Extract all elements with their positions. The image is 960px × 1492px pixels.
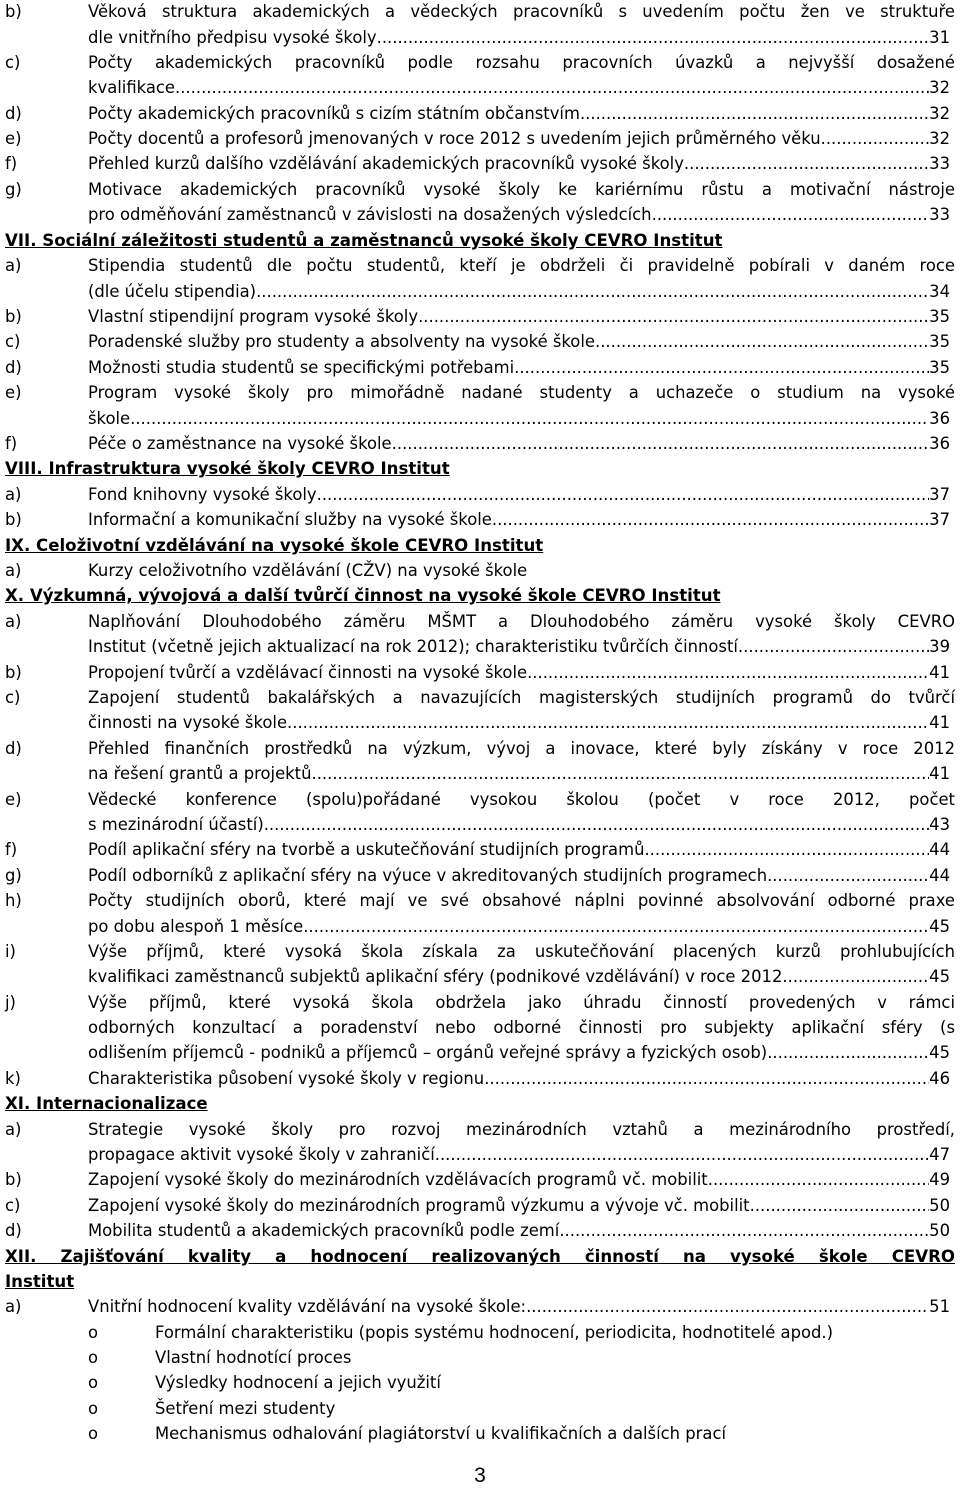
- toc-entry-line[interactable]: [88, 432, 950, 456]
- toc-entry-text: Výše příjmů, které vysoká škola obdržela jako úhradu činností provedených v rámci: [88, 993, 955, 1012]
- toc-page-number: 47: [929, 1145, 950, 1164]
- toc-entry-text: Naplňování Dlouhodobého záměru MŠMT a Dlouhodobého záměru vysoké školy CEVRO: [88, 612, 955, 631]
- toc-label: b): [5, 663, 22, 682]
- toc-label: h): [5, 891, 22, 910]
- toc-entry-text: Podíl odborníků z aplikační sféry na výuce v akreditovaných studijních programech: [88, 866, 768, 885]
- toc-label: f): [5, 840, 18, 859]
- toc-page-number: 35: [929, 307, 950, 326]
- toc-entry-line[interactable]: [88, 483, 950, 507]
- toc-entry-text: Přehled kurzů dalšího vzdělávání akademických pracovníků vysoké školy: [88, 154, 684, 173]
- toc-entry-line[interactable]: [88, 280, 950, 304]
- toc-entry-text: Počty akademických pracovníků podle rozsahu pracovních úvazků a nejvyšší dosažené: [88, 53, 955, 72]
- toc-page-number: 51: [929, 1297, 950, 1316]
- toc-page-number: 45: [929, 917, 950, 936]
- toc-entry-line[interactable]: [88, 1168, 950, 1192]
- toc-entry-text: Poradenské služby pro studenty a absolventy na vysoké škole: [88, 332, 595, 351]
- toc-entry-text: Přehled finančních prostředků na výzkum, vývoj a inovace, které byly získány v roce 2012: [88, 739, 955, 758]
- toc-entry-text: Vědecké konference (spolu)pořádané vysokou školou (počet v roce 2012, počet: [88, 790, 955, 809]
- toc-entry-text: po dobu alespoň 1 měsíce: [88, 917, 304, 936]
- bullet-item: Výsledky hodnocení a jejich využití: [155, 1373, 441, 1392]
- bullet-marker: o: [88, 1373, 99, 1392]
- toc-entry-text[interactable]: Kurzy celoživotního vzdělávání (CŽV) na vysoké škole: [88, 561, 528, 580]
- toc-label: b): [5, 307, 22, 326]
- toc-entry-text: Program vysoké školy pro mimořádně nadané studenty a uchazeče o studium na vysoké: [88, 383, 955, 402]
- toc-entry-text: Mobilita studentů a akademických pracovníků podle zemí: [88, 1221, 560, 1240]
- toc-entry-text: Počty akademických pracovníků s cizím státním občanstvím: [88, 104, 580, 123]
- toc-entry-line[interactable]: [88, 864, 950, 888]
- toc-page-number: 33: [929, 205, 950, 224]
- section-heading[interactable]: VII. Sociální záležitosti studentů a zaměstnanců vysoké školy CEVRO Institut: [5, 231, 723, 250]
- toc-entry-text: odlišením příjemců - podniků a příjemců – orgánů veřejné správy a fyzických osob): [88, 1043, 768, 1062]
- toc-label: b): [5, 1170, 22, 1189]
- toc-entry-text: činnosti na vysoké škole: [88, 713, 288, 732]
- toc-entry-line[interactable]: [88, 330, 950, 354]
- toc-entry-text: dle vnitřního předpisu vysoké školy: [88, 28, 377, 47]
- bullet-item: Vlastní hodnotící proces: [155, 1348, 352, 1367]
- page-number: 3: [474, 1464, 486, 1487]
- section-heading[interactable]: IX. Celoživotní vzdělávání na vysoké škole CEVRO Institut: [5, 536, 544, 555]
- toc-page-number: 32: [929, 104, 950, 123]
- toc-entry-text: Podíl aplikační sféry na tvorbě a uskutečňování studijních programů: [88, 840, 645, 859]
- toc-page-number: 44: [929, 840, 950, 859]
- bullet-marker: o: [88, 1424, 99, 1443]
- toc-page-number: 32: [929, 129, 950, 148]
- toc-page-number: 44: [929, 866, 950, 885]
- toc-page-number: 34: [929, 282, 950, 301]
- toc-label: a): [5, 1297, 22, 1316]
- toc-label: c): [5, 332, 21, 351]
- toc-page-number: 32: [929, 78, 950, 97]
- bullet-marker: o: [88, 1399, 99, 1418]
- toc-entry-text: kvalifikaci zaměstnanců subjektů aplikační sféry (podnikové vzdělávání) v roce 2012: [88, 967, 783, 986]
- toc-entry-line[interactable]: [88, 356, 950, 380]
- toc-label: a): [5, 1120, 22, 1139]
- toc-label: c): [5, 1196, 21, 1215]
- toc-label: c): [5, 688, 21, 707]
- toc-label: a): [5, 561, 22, 580]
- toc-entry-text: Vnitřní hodnocení kvality vzdělávání na vysoké škole:: [88, 1297, 527, 1316]
- toc-label: g): [5, 180, 22, 199]
- section-heading[interactable]: XII. Zajišťování kvality a hodnocení realizovaných činností na vysoké škole CEVRO: [5, 1247, 955, 1266]
- toc-page-number: 31: [929, 28, 950, 47]
- toc-entry-line: [88, 152, 950, 176]
- toc-label: f): [5, 154, 18, 173]
- toc-label: b): [5, 2, 22, 21]
- toc-page-number: 50: [929, 1196, 950, 1215]
- toc-entry-line: [88, 203, 950, 227]
- toc-label: d): [5, 358, 22, 377]
- toc-entry-text: Zapojení vysoké školy do mezinárodních vzdělávacích programů vč. mobilit: [88, 1170, 708, 1189]
- toc-label: e): [5, 383, 22, 402]
- toc-entry-text: kvalifikace: [88, 78, 176, 97]
- toc-entry-text: Možnosti studia studentů se specifickými potřebami: [88, 358, 515, 377]
- toc-entry-text: Vlastní stipendijní program vysoké školy: [88, 307, 419, 326]
- toc-entry-text: Zapojení vysoké školy do mezinárodních programů výzkumu a vývoje vč. mobilit: [88, 1196, 750, 1215]
- toc-entry-line: [88, 127, 950, 151]
- bullet-item: Mechanismus odhalování plagiátorství u kvalifikačních a dalších prací: [155, 1424, 727, 1443]
- toc-entry-text: Informační a komunikační služby na vysoké škole: [88, 510, 492, 529]
- toc-entry-text: Motivace akademických pracovníků vysoké školy ke kariérnímu růstu a motivační nástroje: [88, 180, 955, 199]
- toc-page-number: 35: [929, 358, 950, 377]
- toc-label: k): [5, 1069, 21, 1088]
- toc-entry-line[interactable]: [88, 635, 950, 659]
- toc-entry-text: Charakteristika působení vysoké školy v regionu: [88, 1069, 485, 1088]
- toc-label: a): [5, 485, 22, 504]
- toc-page-number: 50: [929, 1221, 950, 1240]
- toc-label: f): [5, 434, 18, 453]
- toc-label: j): [5, 993, 16, 1012]
- toc-page-number: 33: [929, 154, 950, 173]
- toc-entry-line[interactable]: [88, 915, 950, 939]
- toc-entry-line: [88, 102, 950, 126]
- toc-entry-line: [88, 76, 950, 100]
- toc-label: d): [5, 739, 22, 758]
- toc-page-number: 41: [929, 663, 950, 682]
- toc-entry-text: Počty studijních oborů, které mají ve své obsahové náplni povinné absolvování odborné praxe: [88, 891, 955, 910]
- toc-entry-text: Zapojení studentů bakalářských a navazujících magisterských studijních programů do tvůrčí: [88, 688, 955, 707]
- toc-page-number: 37: [929, 485, 950, 504]
- toc-entry-text: Péče o zaměstnance na vysoké škole: [88, 434, 392, 453]
- toc-entry-text: Stipendia studentů dle počtu studentů, kteří je obdrželi či pravidelně pobírali v daném roce: [88, 256, 955, 275]
- toc-entry-line[interactable]: [88, 1143, 950, 1167]
- toc-label: e): [5, 790, 22, 809]
- toc-entry-line[interactable]: [88, 762, 950, 786]
- toc-page-number: 36: [929, 409, 950, 428]
- toc-entry-text: s mezinárodní účastí): [88, 815, 264, 834]
- toc-entry-line[interactable]: [88, 661, 950, 685]
- section-heading[interactable]: XI. Internacionalizace: [5, 1094, 208, 1113]
- toc-entry-line[interactable]: [88, 305, 950, 329]
- toc-label: i): [5, 942, 16, 961]
- bullet-marker: o: [88, 1348, 99, 1367]
- bullet-item: Šetření mezi studenty: [155, 1399, 336, 1418]
- toc-entry-line[interactable]: [88, 1295, 950, 1319]
- toc-label: a): [5, 256, 22, 275]
- toc-entry-text: Strategie vysoké školy pro rozvoj mezinárodních vztahů a mezinárodního prostředí,: [88, 1120, 955, 1139]
- toc-entry-line: [88, 26, 950, 50]
- toc-page-number: 39: [929, 637, 950, 656]
- section-heading[interactable]: VIII. Infrastruktura vysoké školy CEVRO Institut: [5, 459, 450, 478]
- toc-entry-line[interactable]: [88, 508, 950, 532]
- toc-entry-text: odborných konzultací a poradenství nebo odborné činnosti pro subjekty aplikační sféry (s: [88, 1018, 955, 1037]
- section-heading[interactable]: X. Výzkumná, vývojová a další tvůrčí činnost na vysoké škole CEVRO Institut: [5, 586, 721, 605]
- toc-entry-line[interactable]: [88, 813, 950, 837]
- toc-entry-line[interactable]: [88, 1194, 950, 1218]
- toc-entry-line[interactable]: [88, 407, 950, 431]
- toc-entry-line[interactable]: [88, 1067, 950, 1091]
- toc-entry-text: Institut (včetně jejich aktualizací na rok 2012); charakteristiku tvůrčích činností: [88, 637, 738, 656]
- section-heading-continuation[interactable]: Institut: [5, 1272, 75, 1291]
- toc-label: b): [5, 510, 22, 529]
- toc-entry-text: (dle účelu stipendia): [88, 282, 257, 301]
- toc-page-number: 46: [929, 1069, 950, 1088]
- toc-entry-line[interactable]: [88, 965, 950, 989]
- toc-page-number: 36: [929, 434, 950, 453]
- toc-page-number: 35: [929, 332, 950, 351]
- toc-entry-text: pro odměňování zaměstnanců v závislosti na dosažených výsledcích: [88, 205, 652, 224]
- toc-label: c): [5, 53, 21, 72]
- toc-page-number: 37: [929, 510, 950, 529]
- toc-entry-text: Fond knihovny vysoké školy: [88, 485, 317, 504]
- toc-entry-line[interactable]: [88, 838, 950, 862]
- toc-entry-text: škole: [88, 409, 131, 428]
- toc-entry-text: Výše příjmů, které vysoká škola získala za uskutečňování placených kurzů prohlubujících: [88, 942, 955, 961]
- toc-label: e): [5, 129, 22, 148]
- toc-label: d): [5, 104, 22, 123]
- toc-entry-text: propagace aktivit vysoké školy v zahraničí: [88, 1145, 435, 1164]
- toc-entry-text: Věková struktura akademických a vědeckých pracovníků s uvedením počtu žen ve struktuře: [88, 2, 955, 21]
- toc-entry-text: Propojení tvůrčí a vzdělávací činnosti na vysoké škole: [88, 663, 528, 682]
- bullet-item: Formální charakteristiku (popis systému hodnocení, periodicita, hodnotitelé apod.): [155, 1323, 834, 1342]
- bullet-marker: o: [88, 1323, 99, 1342]
- toc-entry-text: Počty docentů a profesorů jmenovaných v roce 2012 s uvedením jejich průměrného věku: [88, 129, 821, 148]
- toc-label: d): [5, 1221, 22, 1240]
- toc-entry-line[interactable]: [88, 711, 950, 735]
- toc-page-number: 41: [929, 764, 950, 783]
- toc-page-number: 41: [929, 713, 950, 732]
- toc-label: a): [5, 612, 22, 631]
- toc-page-number: 43: [929, 815, 950, 834]
- toc-entry-line[interactable]: [88, 1041, 950, 1065]
- toc-entry-line[interactable]: [88, 1219, 950, 1243]
- toc-page-number: 45: [929, 1043, 950, 1062]
- toc-page-number: 49: [929, 1170, 950, 1189]
- toc-entry-text: na řešení grantů a projektů: [88, 764, 312, 783]
- toc-page-number: 45: [929, 967, 950, 986]
- toc-label: g): [5, 866, 22, 885]
